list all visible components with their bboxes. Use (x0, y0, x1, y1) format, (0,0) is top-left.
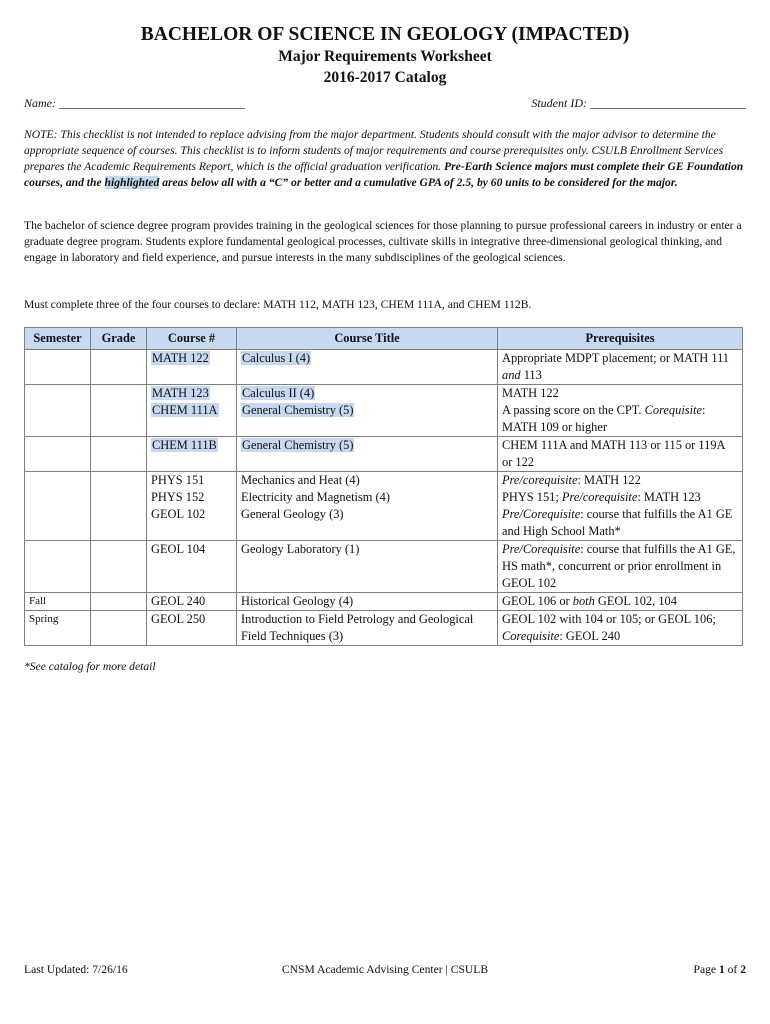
course-number-cell (147, 350, 237, 385)
table-row (25, 541, 743, 593)
course-number-cell (147, 437, 237, 472)
student-info-row (24, 96, 746, 111)
semester-cell[interactable] (25, 437, 91, 472)
table-header-row (25, 328, 743, 350)
semester-cell[interactable]: Spring (25, 611, 91, 646)
note-text: NOTE: This checklist is not intended to replace advising from the major department. Students should consult with the major advisor to determine the appropriate sequence of courses. This checklist is to inform students of major requirements and course prerequisites only. CSULB Enrollment Services prepares the Academic Requirements Report, which is the official graduation verification. (24, 128, 724, 173)
semester-cell[interactable] (25, 402, 91, 437)
course-title-cell (237, 402, 498, 437)
grade-cell[interactable] (91, 593, 147, 611)
table-row (25, 472, 743, 490)
grade-cell[interactable] (91, 350, 147, 385)
course-number-cell: PHYS 151 (147, 472, 237, 490)
advising-note (24, 127, 746, 191)
course-title-cell (237, 437, 498, 472)
prerequisites-cell: MATH 122 (498, 385, 743, 403)
program-description: The bachelor of science degree program provides training in the geological sciences for those planning to pursue professional careers in industry or enter a graduate degree program. Students explore fundamental geological processes, cultivate skills in integrative three-dimensional geological thinking, and engage in laboratory and field experience, and pursue interests in the many subdisciplines of the geological sciences. (24, 219, 742, 264)
grade-cell[interactable] (91, 472, 147, 490)
prerequisites-cell: PHYS 151; Pre/corequisite: MATH 123 (498, 489, 743, 506)
prerequisites-cell: Pre/corequisite: MATH 122 (498, 472, 743, 490)
course-title-cell: General Geology (3) (237, 506, 498, 541)
grade-cell[interactable] (91, 437, 147, 472)
course-number-cell: GEOL 104 (147, 541, 237, 593)
document-subtitle: Major Requirements Worksheet (278, 48, 492, 65)
last-updated: Last Updated: 7/26/16 (24, 963, 128, 976)
semester-cell[interactable]: Fall (25, 593, 91, 611)
course-title-cell: Electricity and Magnetism (4) (237, 489, 498, 506)
catalog-year: 2016-2017 Catalog (323, 69, 447, 86)
prerequisites-cell: GEOL 106 or both GEOL 102, 104 (498, 593, 743, 611)
course-number: MATH 123 (152, 386, 209, 400)
grade-cell[interactable] (91, 489, 147, 506)
grade-header: Grade (91, 328, 147, 350)
grade-cell[interactable] (91, 385, 147, 403)
requirements-table (24, 327, 743, 646)
course-number-header: Course # (147, 328, 237, 350)
page-footer (24, 963, 746, 976)
prerequisites-cell: Pre/Corequisite: course that fulfills the A1 GE and High School Math* (498, 506, 743, 541)
course-number-cell: PHYS 152 (147, 489, 237, 506)
course-number-cell: GEOL 102 (147, 506, 237, 541)
course-title: Calculus II (4) (242, 386, 315, 400)
table-row (25, 506, 743, 541)
semester-cell[interactable] (25, 472, 91, 490)
note-bold-a: Pre-Earth Science majors must complete their GE Foundation courses, and the (24, 160, 744, 189)
page-current: 1 (718, 963, 725, 976)
table-row (25, 402, 743, 437)
grade-cell[interactable] (91, 611, 147, 646)
page-number (694, 963, 747, 976)
course-title: General Chemistry (5) (242, 438, 354, 452)
prerequisites-cell: Pre/Corequisite: course that fulfills the A1 GE, HS math*, concurrent or prior enrollment in GEOL 102 (498, 541, 743, 593)
semester-cell[interactable] (25, 385, 91, 403)
student-id-field[interactable]: Student ID: __________________________ (531, 96, 746, 110)
course-title-cell: Mechanics and Heat (4) (237, 472, 498, 490)
semester-header: Semester (25, 328, 91, 350)
grade-cell[interactable] (91, 506, 147, 541)
prerequisites-cell: GEOL 102 with 104 or 105; or GEOL 106; Corequisite: GEOL 240 (498, 611, 743, 646)
page-of: of (724, 963, 741, 976)
course-title: Calculus I (4) (242, 351, 311, 365)
course-number-cell (147, 385, 237, 403)
course-number-cell (147, 402, 237, 437)
declaration-requirement: Must complete three of the four courses to declare: MATH 112, MATH 123, CHEM 111A, and CHEM 112B. (24, 298, 532, 311)
course-title-cell: Introduction to Field Petrology and Geological Field Techniques (3) (237, 611, 498, 646)
prerequisites-cell: CHEM 111A and MATH 113 or 115 or 119A or 122 (498, 437, 743, 472)
table-row (25, 437, 743, 472)
course-number-cell: GEOL 240 (147, 593, 237, 611)
note-bold-b: areas below all with a “C” or better and a cumulative GPA of 2.5, by 60 units to be considered for the major. (159, 176, 678, 189)
semester-cell[interactable] (25, 541, 91, 593)
course-number: CHEM 111B (152, 438, 217, 452)
course-title-header: Course Title (237, 328, 498, 350)
semester-cell[interactable] (25, 489, 91, 506)
course-number: CHEM 111A (152, 403, 218, 417)
course-title-cell (237, 350, 498, 385)
table-row (25, 350, 743, 385)
table-row (25, 611, 743, 646)
page-label: Page (693, 963, 719, 976)
semester-cell[interactable] (25, 350, 91, 385)
course-number: MATH 122 (152, 351, 209, 365)
semester-cell[interactable] (25, 506, 91, 541)
table-row (25, 385, 743, 403)
grade-cell[interactable] (91, 541, 147, 593)
document-title: BACHELOR OF SCIENCE IN GEOLOGY (IMPACTED) (140, 24, 630, 45)
course-title: General Chemistry (5) (242, 403, 354, 417)
course-title-cell: Historical Geology (4) (237, 593, 498, 611)
page-total: 2 (740, 963, 746, 976)
footer-center: CNSM Academic Advising Center | CSULB (281, 963, 489, 976)
prerequisites-cell: A passing score on the CPT. Corequisite: MATH 109 or higher (498, 402, 743, 437)
course-title-cell (237, 385, 498, 403)
table-row (25, 593, 743, 611)
prerequisites-cell: Appropriate MDPT placement; or MATH 111 and 113 (498, 350, 743, 385)
note-highlighted-word: highlighted (104, 176, 160, 189)
course-number-cell: GEOL 250 (147, 611, 237, 646)
name-field[interactable]: Name: _______________________________ (24, 96, 245, 110)
footnote: *See catalog for more detail (24, 660, 156, 673)
table-row (25, 489, 743, 506)
course-title-cell: Geology Laboratory (1) (237, 541, 498, 593)
grade-cell[interactable] (91, 402, 147, 437)
prerequisites-header: Prerequisites (498, 328, 743, 350)
